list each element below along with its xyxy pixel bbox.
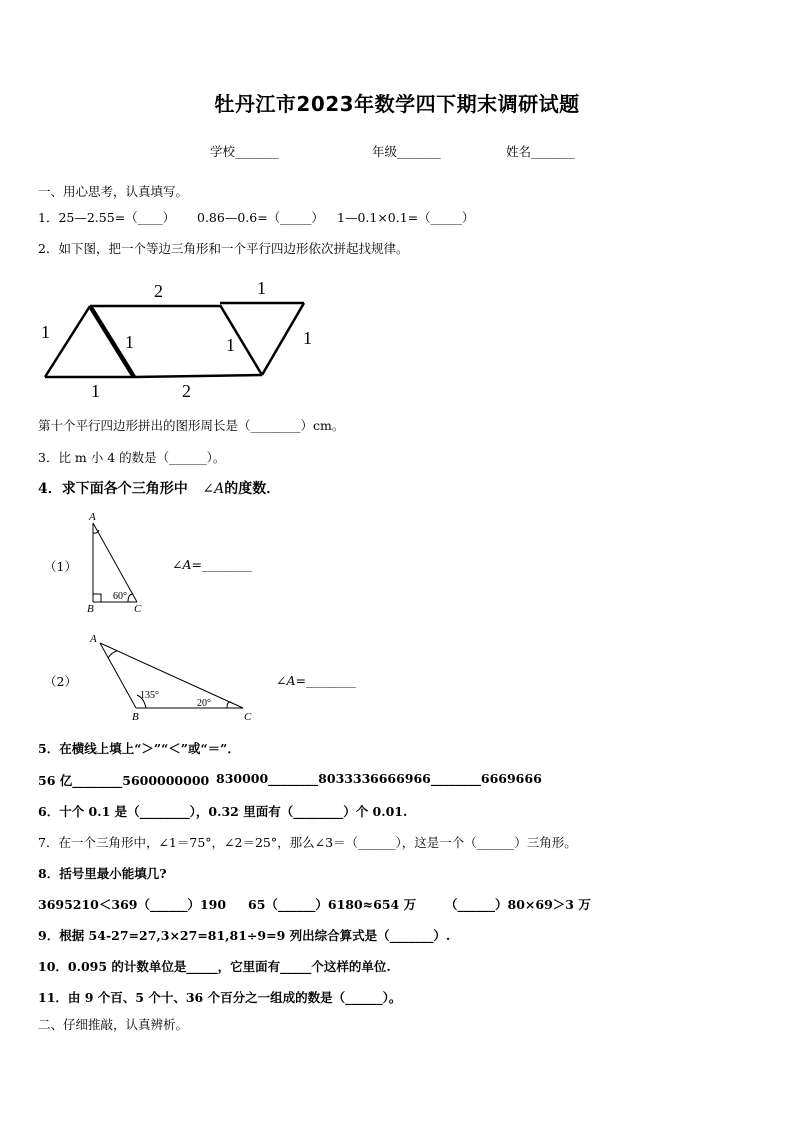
- q4-t1-vertex-c: C: [134, 603, 142, 615]
- q2-label-bottom-right: 2: [182, 381, 191, 401]
- q4-t2-vertex-c: C: [244, 711, 252, 723]
- q4-suffix: 的度数．: [224, 481, 281, 497]
- q4-triangle-2: [84, 628, 264, 724]
- q1-part-a: 1．25—2.55=（____）: [38, 210, 176, 225]
- q4-part1-answer[interactable]: ∠A=________: [172, 557, 252, 572]
- q4-t2-vertex-a: A: [90, 633, 97, 645]
- section-1-heading: 一、用心思考，认真填写。: [38, 184, 189, 199]
- q4-prompt: 4．求下面各个三角形中: [38, 481, 188, 497]
- q4-t1-angle: 60°: [113, 591, 127, 602]
- q2-label-left: 1: [41, 322, 50, 342]
- q2-label-inner-right: 1: [226, 335, 235, 355]
- school-field[interactable]: 学校_______: [210, 144, 279, 159]
- q2-label-top-left: 2: [154, 281, 163, 301]
- q1-part-b: 0.86—0.6=（_____）: [197, 210, 324, 225]
- q4-part2-label: （2）: [44, 674, 77, 689]
- q2-label-bottom-left: 1: [91, 381, 100, 401]
- page-title: 牡丹江市2023年数学四下期末调研试题: [214, 92, 580, 116]
- q2-label-right: 1: [303, 328, 312, 348]
- q4-t1-vertex-a: A: [89, 511, 96, 523]
- q9-text: 9．根据 54-27=27,3×27=81,81÷9=9 列出综合算式是（_______）.: [38, 928, 451, 943]
- q2-label-top-right: 1: [257, 278, 266, 298]
- q4-triangle-1: [80, 508, 152, 616]
- q5-part-b: 830000________803333: [216, 771, 371, 786]
- q4-t1-vertex-b: B: [87, 603, 94, 615]
- q2-shape-diagram: [30, 275, 330, 405]
- q4-t2-angle-c: 20°: [197, 698, 211, 709]
- q2-label-inner-left: 1: [125, 332, 134, 352]
- q11-text: 11．由 9 个百、5 个十、36 个百分之一组成的数是（______）。: [38, 990, 402, 1005]
- q6-text: 6．十个 0.1 是（________），0.32 里面有（________）个 0.01.: [38, 804, 408, 819]
- q8-part-a: 3695210＜369（______）190: [38, 897, 227, 912]
- q2-text: 2．如下图，把一个等边三角形和一个平行四边形依次拼起找规律。: [38, 241, 409, 256]
- q4-t2-angle-b: 135°: [140, 690, 159, 701]
- section-2-heading: 二、仔细推敲，认真辨析。: [38, 1017, 189, 1032]
- q4-t2-vertex-b: B: [132, 711, 139, 723]
- q3-text: 3．比 m 小 4 的数是（______）。: [38, 450, 226, 465]
- q8-part-b: 65（______）6180≈654 万: [248, 897, 417, 912]
- q10-text: 10．0.095 的计数单位是_____，它里面有_____个这样的单位.: [38, 959, 391, 974]
- q5-text: 5．在横线上填上“＞”“＜”或“＝”．: [38, 741, 240, 756]
- q5-part-c: 6666966________6669666: [370, 771, 542, 786]
- q4-part1-label: （1）: [44, 559, 77, 574]
- q7-text: 7．在一个三角形中，∠1＝75°，∠2＝25°，那么∠3＝（______），这是一个（______）三角形。: [38, 835, 577, 850]
- q4-text: [38, 478, 280, 498]
- q1-part-c: 1—0.1×0.1=（_____）: [337, 210, 475, 225]
- q4-angle-symbol: ∠A: [202, 481, 225, 497]
- q5-part-a: 56 亿________5600000000: [38, 773, 210, 788]
- name-field[interactable]: 姓名_______: [506, 144, 575, 159]
- q2-answer: 第十个平行四边形拼出的图形周长是（________）cm。: [38, 418, 345, 433]
- grade-field[interactable]: 年级_______: [372, 144, 441, 159]
- q4-part2-answer[interactable]: ∠A=________: [276, 673, 356, 688]
- q8-part-c: （______）80×69＞3 万: [445, 897, 591, 912]
- q8-text: 8．括号里最小能填几?: [38, 866, 167, 881]
